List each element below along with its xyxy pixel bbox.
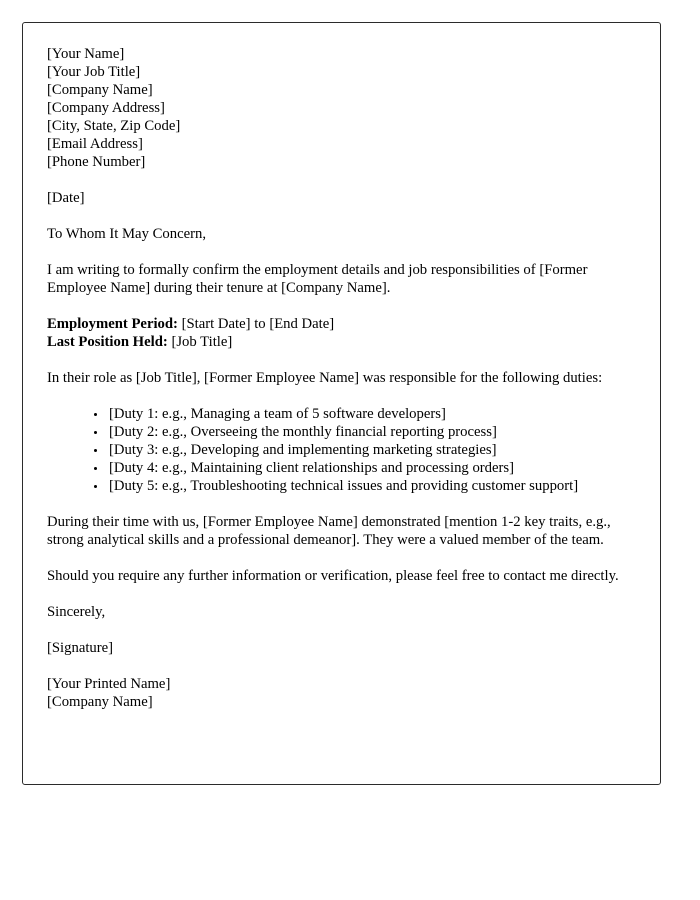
traits-paragraph: During their time with us, [Former Employee Name] demonstrated [mention 1-2 key traits, e.g., strong analytical skills and a professional demeanor]. They were a valued member of the team. xyxy=(47,514,611,548)
closing-line: Sincerely, xyxy=(47,604,106,620)
closing-block xyxy=(47,603,636,621)
traits-paragraph-block xyxy=(47,513,636,549)
employment-period-value: [Start Date] to [End Date] xyxy=(177,316,335,332)
sender-name-line: [Your Name] xyxy=(47,46,125,62)
signer-company-name-line: [Company Name] xyxy=(47,694,153,710)
contact-paragraph-block xyxy=(47,567,636,585)
intro-paragraph: I am writing to formally confirm the employment details and job responsibilities of [Former Employee Name] during their tenure at [Company Name]. xyxy=(47,262,588,296)
sender-email-line: [Email Address] xyxy=(47,136,143,152)
duties-list-block xyxy=(47,405,636,495)
letter-body xyxy=(23,23,660,711)
date-line: [Date] xyxy=(47,190,85,206)
employment-details-block xyxy=(47,315,636,351)
salutation-line: To Whom It May Concern, xyxy=(47,226,207,242)
sender-city-state-zip-line: [City, State, Zip Code] xyxy=(47,118,181,134)
signature-block xyxy=(47,639,636,657)
duties-list xyxy=(47,405,636,495)
sender-address-block xyxy=(47,45,636,171)
letter-page-frame xyxy=(22,22,661,785)
duties-intro-block xyxy=(47,369,636,387)
list-item: [Duty 3: e.g., Developing and implementing marketing strategies] xyxy=(92,441,636,459)
sender-company-address-line: [Company Address] xyxy=(47,100,165,116)
list-item: [Duty 2: e.g., Overseeing the monthly financial reporting process] xyxy=(92,423,636,441)
last-position-held-line xyxy=(47,333,636,351)
last-position-held-label: Last Position Held: xyxy=(47,334,168,350)
sender-company-name-line: [Company Name] xyxy=(47,82,153,98)
signer-printed-name-line: [Your Printed Name] xyxy=(47,676,171,692)
list-item: [Duty 4: e.g., Maintaining client relationships and processing orders] xyxy=(92,459,636,477)
employment-period-label: Employment Period: xyxy=(47,316,178,332)
duties-intro-paragraph: In their role as [Job Title], [Former Employee Name] was responsible for the following duties: xyxy=(47,370,603,386)
signer-block xyxy=(47,675,636,711)
date-block xyxy=(47,189,636,207)
list-item: [Duty 5: e.g., Troubleshooting technical issues and providing customer support] xyxy=(92,477,636,495)
sender-job-title-line: [Your Job Title] xyxy=(47,64,141,80)
signature-placeholder-line: [Signature] xyxy=(47,640,114,656)
sender-phone-line: [Phone Number] xyxy=(47,154,146,170)
list-item: [Duty 1: e.g., Managing a team of 5 software developers] xyxy=(92,405,636,423)
employment-period-line xyxy=(47,315,636,333)
contact-paragraph: Should you require any further information or verification, please feel free to contact me directly. xyxy=(47,568,619,584)
salutation-block xyxy=(47,225,636,243)
intro-paragraph-block xyxy=(47,261,636,297)
last-position-held-value: [Job Title] xyxy=(167,334,233,350)
